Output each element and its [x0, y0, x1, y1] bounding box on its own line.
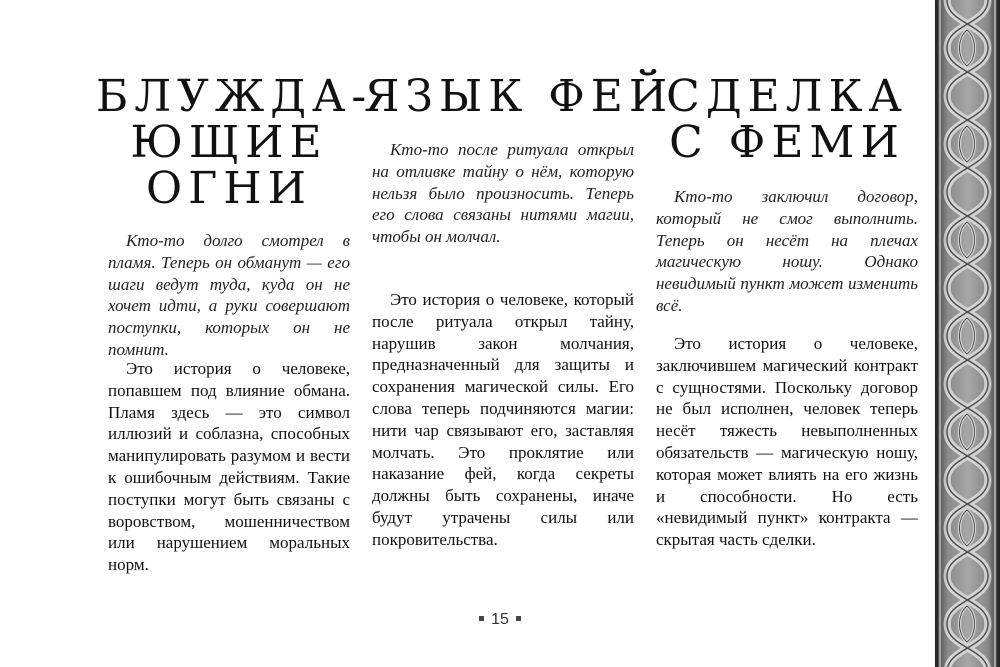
lead-paragraph: Кто-то после ритуала открыл на отливке тайну о нём, которую нельзя было произносить. Теперь его слова связаны нитями магии, чтобы он молчал.	[372, 140, 634, 247]
title-line: ЯЗЫК ФЕЙ	[364, 71, 674, 122]
footer-square-icon	[516, 616, 521, 621]
title-line: ОГНИ	[146, 163, 312, 214]
footer-square-icon	[479, 616, 484, 621]
body-paragraph: Это история о человеке, попавшем под влияние обмана. Пламя здесь — это символ иллюзий и соблазна, способных манипулировать разумом и вести к ошибочным действиям. Такие поступки могут быть связаны с воровством, мошенничеством или нарушением моральных норм.	[108, 359, 350, 575]
title-line: СДЕЛКА	[666, 71, 908, 122]
title-line: БЛУЖДА-	[96, 71, 373, 122]
body-paragraph: Это история о человеке, заключившем магический контракт с сущностями. Поскольку договор не был исполнен, человек теперь несёт тяжесть невыполненных обязательств — магическую ношу, которая может влиять на его жизнь и способности. Но есть «невидимый пункт» контракта — скрытая часть сделки.	[656, 334, 918, 550]
title-line: С ФЕМИ	[669, 117, 905, 168]
column-title	[656, 71, 918, 168]
body-paragraph: Это история о человеке, который после ритуала открыл тайну, нарушив закон молчания, предназначенный для защиты и сохранения магической силы. Его слова теперь подчиняются магии: нити чар связывают его, заставляя молчать. Это проклятие или наказание фей, когда секреты должны быть сохранены, иначе будут утрачены силы или покровительства.	[372, 290, 634, 549]
column-title	[96, 71, 373, 214]
title-line: ЮЩИЕ	[130, 117, 328, 168]
celtic-knot-icon	[935, 0, 1000, 667]
lead-paragraph: Кто-то долго смотрел в пламя. Теперь он обманут — его шаги ведут туда, куда он не хочет идти, а руки совершают поступки, которых он не помнит.	[108, 231, 350, 359]
page-footer	[470, 611, 530, 629]
column-title	[364, 71, 674, 122]
decorative-border	[935, 0, 1000, 667]
lead-paragraph: Кто-то заключил договор, который не смог выполнить. Теперь он несёт на плечах магическую ношу. Однако невидимый пункт может изменить всё.	[656, 187, 918, 315]
page-number: 15	[491, 611, 509, 628]
